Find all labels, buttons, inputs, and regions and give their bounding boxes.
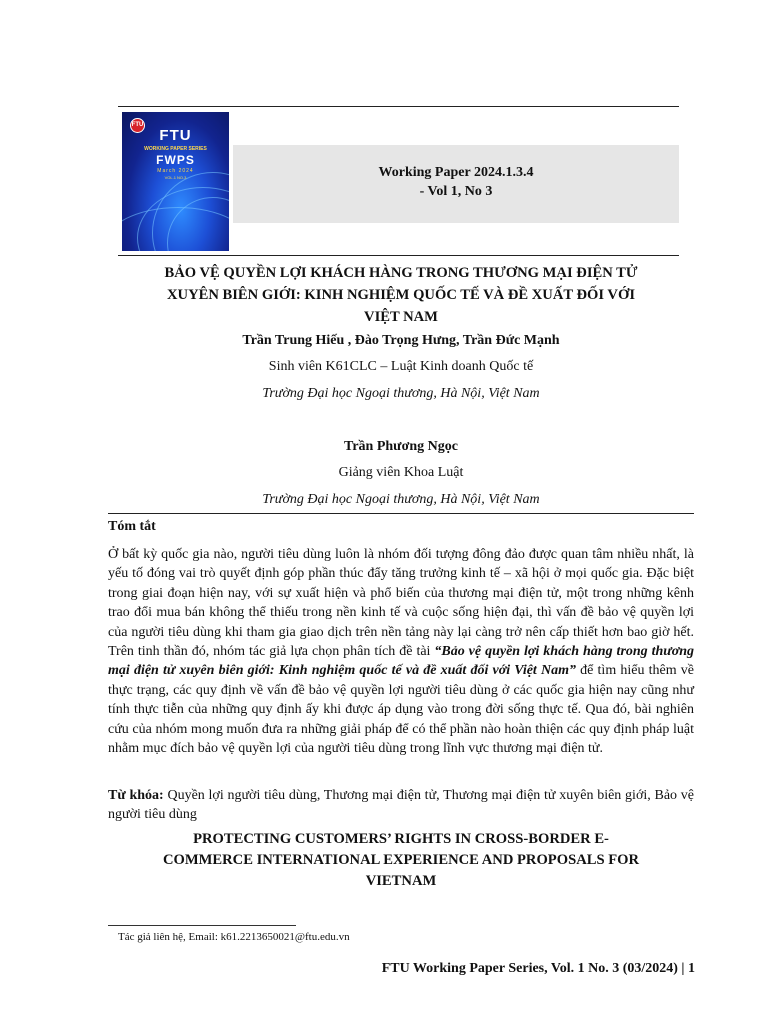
abstract-text: [108, 545, 694, 758]
keywords-label: Từ khóa:: [108, 788, 164, 803]
cover-volume: VOL.1 NO.3: [164, 175, 187, 180]
authors-role: Sinh viên K61CLC – Luật Kinh doanh Quốc tế: [268, 359, 534, 374]
paper-title: [108, 262, 694, 328]
cover-image: [122, 112, 229, 251]
abstract-heading: Tóm tắt: [108, 519, 156, 534]
keywords: [108, 786, 694, 825]
paper-title-line: BẢO VỆ QUYỀN LỢI KHÁCH HÀNG TRONG THƯƠNG MẠI ĐIỆN TỬ: [164, 265, 638, 281]
abstract-rule: [108, 513, 694, 514]
footnote: Tác giả liên hệ, Email: k61.2213650021@ftu.edu.vn: [118, 931, 350, 943]
advisor-name: Trần Phương Ngọc: [344, 439, 458, 454]
abstract-text-part: để tìm hiểu thêm về thực trạng, các quy định về vấn đề bảo vệ quyền lợi người tiêu dùng ở các quốc gia hiện nay cũng như tính thực tiễn của những quy định ấy khi được áp dụng vào trong đời sống thực tế. Qua đó, bài nghiên cứu của nhóm mong muốn đưa ra những giải pháp để có thể phần nào hoàn thiện các quy định pháp luật nhằm mục đích bảo vệ quyền lợi của người tiêu dùng trong lĩnh vực thương mại điện tử.: [108, 663, 694, 757]
keywords-text: Quyền lợi người tiêu dùng, Thương mại điện tử, Thương mại điện tử xuyên biên giới, Bảo vệ người tiêu dùng: [108, 788, 694, 823]
english-title-line: VIETNAM: [365, 873, 437, 889]
cover-series: WORKING PAPER SERIES: [144, 146, 207, 152]
paper-title-line: VIỆT NAM: [364, 309, 438, 325]
english-title-line: PROTECTING CUSTOMERS’ RIGHTS IN CROSS-BORDER E-: [193, 831, 609, 847]
cover-date: March 2024: [157, 168, 194, 174]
header-rule: [118, 255, 679, 256]
footnote-rule: [108, 925, 296, 926]
working-paper-number: Working Paper 2024.1.3.4: [378, 165, 534, 180]
abstract-topic: “Bảo vệ quyền lợi khách hàng trong thương mại điện tử xuyên biên giới: Kinh nghiệm quốc tế và đề xuất đối với Việt Nam”: [108, 644, 694, 679]
advisor-affiliation: Trường Đại học Ngoại thương, Hà Nội, Việt Nam: [262, 492, 540, 507]
advisor-role: Giảng viên Khoa Luật: [338, 465, 464, 480]
authors-affiliation: Trường Đại học Ngoại thương, Hà Nội, Việt Nam: [262, 386, 540, 401]
paper-title-line: XUYÊN BIÊN GIỚI: KINH NGHIỆM QUỐC TẾ VÀ ĐỀ XUẤT ĐỐI VỚI: [166, 287, 636, 303]
working-paper-volume: - Vol 1, No 3: [419, 184, 493, 199]
top-rule: [118, 106, 679, 107]
cover-title: FTU: [159, 127, 192, 144]
ftu-logo-icon: FTU: [130, 118, 145, 133]
page-footer: FTU Working Paper Series, Vol. 1 No. 3 (03/2024) | 1: [381, 961, 695, 976]
cover-acronym: FWPS: [156, 153, 195, 167]
english-title: [118, 829, 684, 892]
english-title-line: COMMERCE INTERNATIONAL EXPERIENCE AND PROPOSALS FOR: [162, 852, 640, 868]
authors: Trần Trung Hiếu , Đào Trọng Hưng, Trần Đức Mạnh: [242, 333, 560, 348]
abstract-text-part: Ở bất kỳ quốc gia nào, người tiêu dùng luôn là nhóm đối tượng đông đảo được quan tâm nhiều nhất, là yếu tố đóng vai trò quyết định góp phần thúc đẩy tăng trưởng kinh tế – xã hội ở mọi quốc gia. Đặc biệt trong giai đoạn hiện nay, với sự xuất hiện và phổ biến của thương mại điện tử, một trong những kênh trao đổi mua bán không thể thiếu trong nền kinh tế và cuộc sống hiện đại, thì vấn đề bảo vệ quyền lợi của người tiêu dùng khi tham gia giao dịch trên nền tảng này lại càng trở nên cấp thiết hơn bao giờ hết. Trên tinh thần đó, nhóm tác giả lựa chọn phân tích đề tài: [108, 547, 694, 660]
